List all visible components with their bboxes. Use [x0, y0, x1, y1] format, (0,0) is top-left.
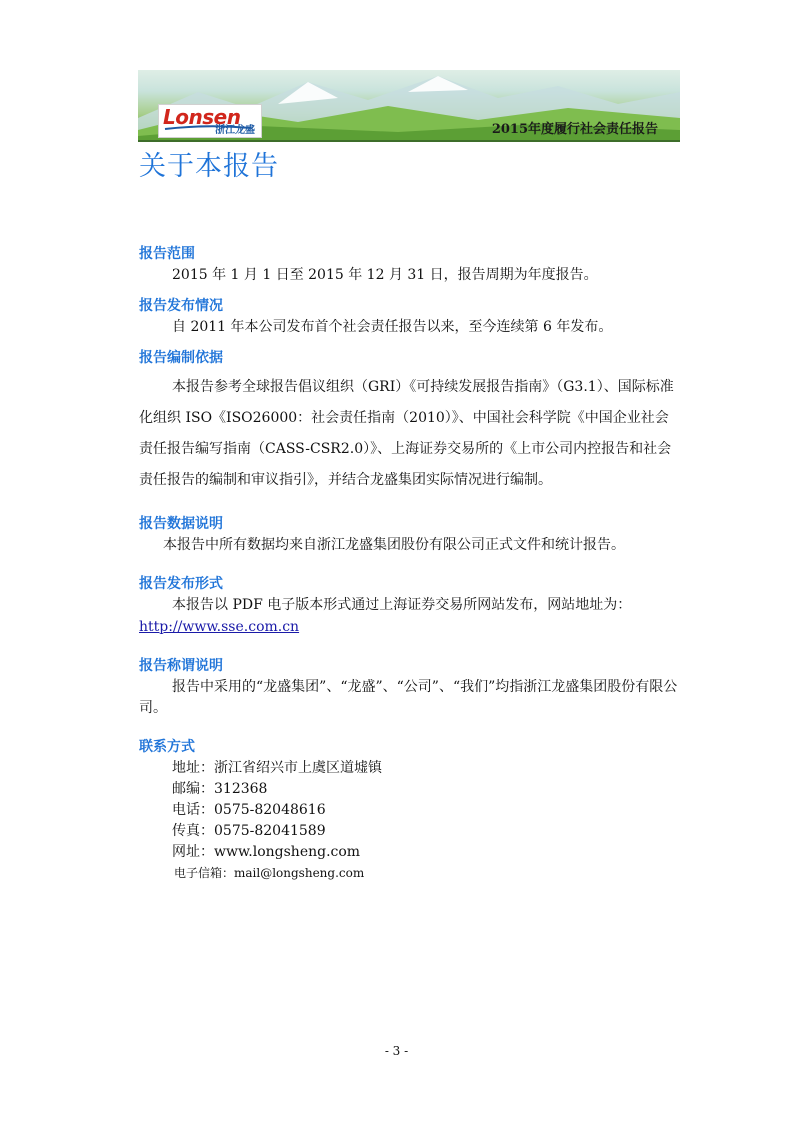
- contact-phone: 电话：0575-82048616: [172, 802, 326, 818]
- page-title: 关于本报告: [139, 151, 279, 182]
- section-heading: 报告称谓说明: [139, 658, 223, 674]
- section-heading: 报告发布形式: [139, 576, 223, 592]
- section-heading: 报告范围: [139, 246, 195, 262]
- section-text: 自 2011 年本公司发布首个社会责任报告以来，至今连续第 6 年发布。: [172, 319, 613, 335]
- section-heading: 联系方式: [139, 739, 195, 755]
- contact-fax: 传真：0575-82041589: [172, 823, 326, 839]
- sse-website-link[interactable]: http://www.sse.com.cn: [139, 619, 300, 635]
- section-contact: [139, 737, 679, 884]
- section-publication: [139, 296, 679, 338]
- section-heading: 报告发布情况: [139, 298, 223, 314]
- page-number: - 3 -: [384, 1044, 409, 1058]
- logo-wordmark: Lonsen: [163, 105, 241, 129]
- section-text: 本报告参考全球报告倡议组织（GRI）《可持续发展报告指南》（G3.1）、国际标准化组织 ISO《ISO26000：社会责任指南（2010）》、中国社会科学院《中国企业社会责任报告编写指南（CASS-CSR2.0）》、上海证券交易所的《上市公司内控报告和社会责任报告的编制和审议指引》，并结合龙盛集团实际情况进行编制。: [139, 379, 674, 488]
- contact-website: 网址：www.longsheng.com: [172, 844, 361, 860]
- section-format: [139, 574, 679, 638]
- header-banner: [138, 70, 680, 142]
- section-heading: 报告编制依据: [139, 350, 223, 366]
- section-text: 报告中采用的“龙盛集团”、“龙盛”、“公司”、“我们”均指浙江龙盛集团股份有限公司。: [139, 679, 678, 716]
- section-text: 本报告以 PDF 电子版本形式通过上海证券交易所网站发布，网站地址为：: [172, 597, 632, 613]
- section-basis: [139, 348, 679, 496]
- logo-subtext: 浙江龙盛: [215, 125, 255, 136]
- section-scope: [139, 244, 679, 286]
- section-terms: [139, 656, 679, 719]
- report-title: 2015年度履行社会责任报告: [491, 122, 658, 137]
- company-logo: [158, 104, 262, 138]
- contact-address: 地址：浙江省绍兴市上虞区道墟镇: [172, 760, 382, 776]
- report-body: [139, 244, 679, 894]
- contact-postcode: 邮编：312368: [172, 781, 268, 797]
- section-text: 本报告中所有数据均来自浙江龙盛集团股份有限公司正式文件和统计报告。: [163, 537, 625, 553]
- section-data: [139, 514, 679, 556]
- contact-email: 电子信箱：mail@longsheng.com: [174, 866, 365, 880]
- section-heading: 报告数据说明: [139, 516, 223, 532]
- section-text: 2015 年 1 月 1 日至 2015 年 12 月 31 日，报告周期为年度报告。: [172, 267, 598, 283]
